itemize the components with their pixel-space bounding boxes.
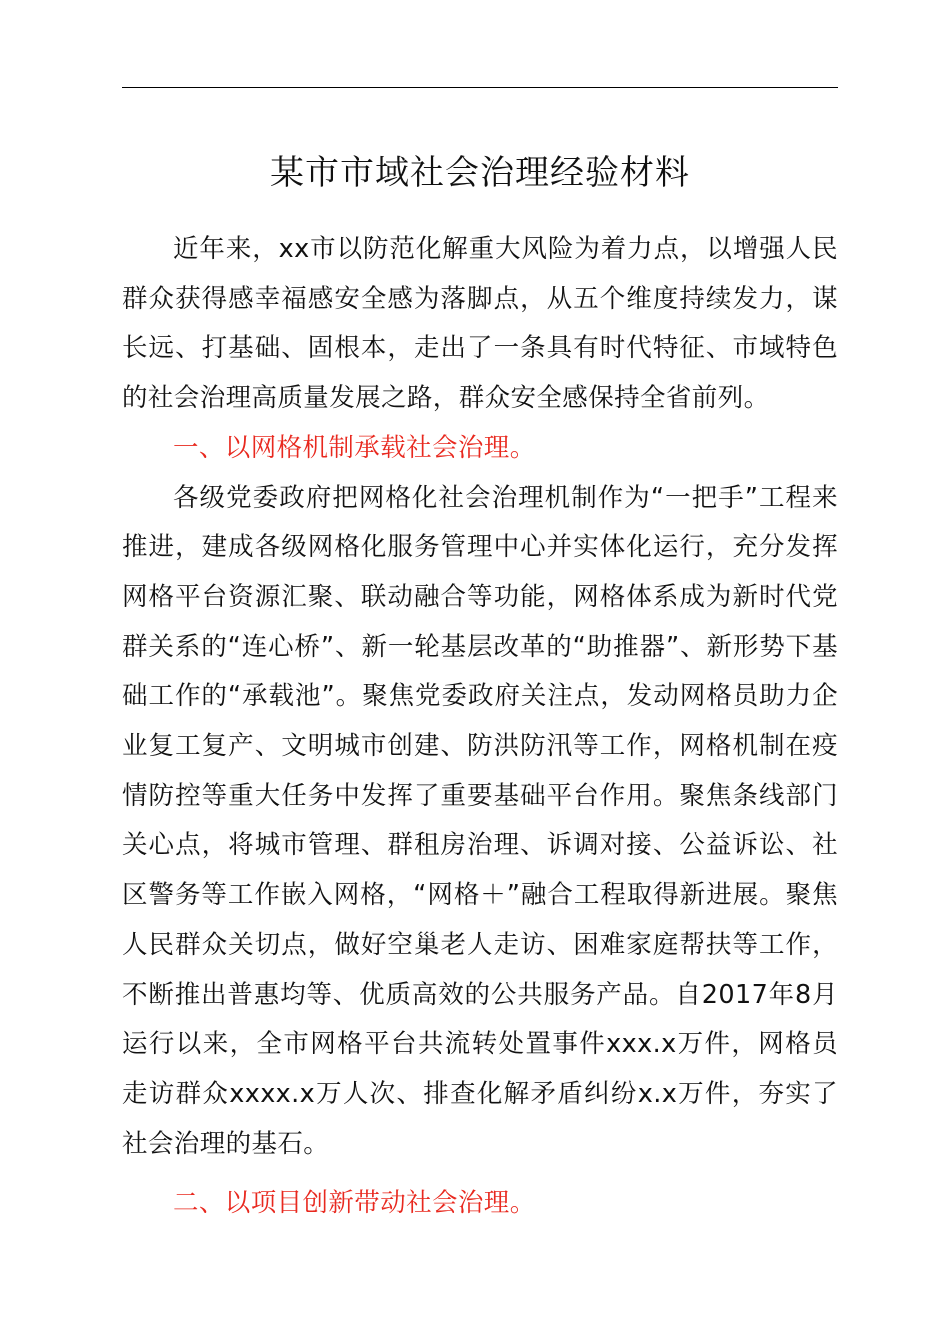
section-heading-1: 一、以网格机制承载社会治理。 (173, 432, 536, 463)
header-rule (122, 87, 838, 88)
document-title: 某市市域社会治理经验材料 (270, 153, 690, 193)
intro-paragraph: 近年来，xx市以防范化解重大风险为着力点，以增强人民群众获得感幸福感安全感为落脚点，从五个维度持续发力，谋长远、打基础、固根本，走出了一条具有时代特征、市域特色的社会治理高质量发展之路，群众安全感保持全省前列。 (122, 234, 838, 414)
section-heading-2: 二、以项目创新带动社会治理。 (173, 1188, 536, 1219)
section-gap (122, 1169, 838, 1179)
section-body-1: 各级党委政府把网格化社会治理机制作为“一把手”工程来推进，建成各级网格化服务管理中心并实体化运行，充分发挥网格平台资源汇聚、联动融合等功能，网格体系成为新时代党群关系的“连心桥”、新一轮基层改革的“助推器”、新形势下基础工作的“承载池”。聚焦党委政府关注点，发动网格员助力企业复工复产、文明城市创建、防洪防汛等工作，网格机制在疫情防控等重大任务中发挥了重要基础平台作用。聚焦条线部门关心点，将城市管理、群租房治理、诉调对接、公益诉讼、社区警务等工作嵌入网格，“网格＋”融合工程取得新进展。聚焦人民群众关切点，做好空巢老人走访、困难家庭帮扶等工作，不断推出普惠均等、优质高效的公共服务产品。自2017年8月运行以来，全市网格平台共流转处置事件xxx.x万件，网格员走访群众xxxx.x万人次、排查化解矛盾纠纷x.x万件，夯实了社会治理的基石。 (122, 482, 838, 1159)
document-body (122, 225, 838, 1229)
